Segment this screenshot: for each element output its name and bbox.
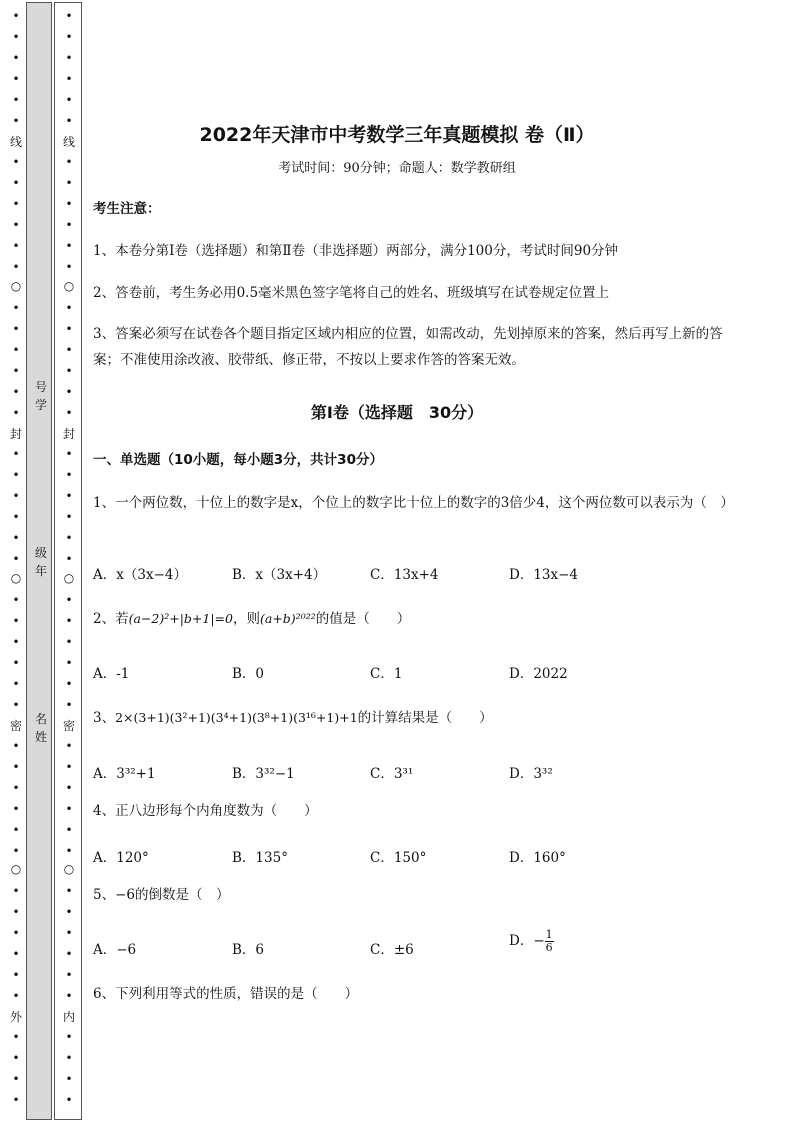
field-grade: 级年 [34,546,47,578]
q4-option-c: C．150° [370,850,427,866]
outer-mark-secret: 密 [9,719,22,733]
outer-mark-seal: 封 [9,427,22,441]
inner-mark-inside: 内 [62,1010,75,1024]
q3-option-a: A．3³²+1 [93,766,156,782]
inner-mark-line: 线 [62,135,75,149]
q2-option-d: D．2022 [509,666,568,682]
inner-mark-circle: ○ [63,279,75,293]
inner-mark-circle: ○ [63,571,75,585]
outer-mark-circle: ○ [10,862,22,876]
field-student-number: 号学 [34,380,47,412]
q5-option-c: C．±6 [370,942,414,958]
q4-option-a: A．120° [93,850,149,866]
inner-mark-circle: ○ [63,862,75,876]
q3-math: 2×(3+1)(3²+1)(3⁴+1)(3⁸+1)(3¹⁶+1)+1 [115,710,358,725]
question-2-stem: 2、若(a−2)²+|b+1|=0，则(a+b)²⁰²²的值是（ ） [93,611,411,627]
q3-option-d: D．3³² [509,766,553,782]
q2-math: (a−2)²+|b+1|=0 [128,611,233,626]
page-title: 2022年天津市中考数学三年真题模拟 卷（Ⅱ） [199,124,595,146]
q4-option-d: D．160° [509,850,566,866]
fraction: $\frac{1}{6}$ [545,928,553,954]
q1-option-c: C．13x+4 [370,567,439,583]
q1-option-d: D．13x−4 [509,567,579,583]
q2-option-a: A．-1 [93,666,130,682]
q4-option-b: B．135° [232,850,288,866]
notice-item: 2、答卷前，考生务必用0.5毫米黑色签字笔将自己的姓名、班级填写在试卷规定位置上 [93,285,610,301]
q1-option-b: B．x（3x+4） [232,567,327,583]
notice-item: 1、本卷分第I卷（选择题）和第Ⅱ卷（非选择题）两部分，满分100分，考试时间90分钟 [93,243,619,259]
outer-mark-circle: ○ [10,279,22,293]
q5-option-b: B．6 [232,942,265,958]
outer-mark-circle: ○ [10,571,22,585]
section-title: 第I卷（选择题 30分） [310,403,484,422]
question-4-stem: 4、正八边形每个内角度数为（ ） [93,803,318,819]
notice-heading: 考生注意： [93,201,161,217]
q3-option-b: B．3³²−1 [232,766,295,782]
question-5-stem: 5、−6的倒数是（ ） [93,887,230,903]
outer-mark-line: 线 [9,135,22,149]
question-3-stem: 3、2×(3+1)(3²+1)(3⁴+1)(3⁸+1)(3¹⁶+1)+1的计算结果是（ ） [93,710,493,726]
q2-option-b: B．0 [232,666,265,682]
q2-math2: (a+b)²⁰²² [260,611,316,626]
q5-option-a: A．−6 [93,942,137,958]
question-1-stem: 1、一个两位数，十位上的数字是x，个位上的数字比十位上的数字的3倍少4，这个两位数可以表示为（ ） [93,495,734,511]
inner-mark-secret: 密 [62,719,75,733]
question-6-stem: 6、下列利用等式的性质，错误的是（ ） [93,986,359,1002]
field-name: 名姓 [34,712,47,744]
part-heading: 一、单选题（10小题，每小题3分，共计30分） [93,452,383,468]
q2-option-c: C．1 [370,666,403,682]
q1-option-a: A．x（3x−4） [93,567,187,583]
outer-mark-outside: 外 [9,1010,22,1024]
exam-info: 考试时间：90分钟；命题人：数学教研组 [278,161,516,176]
notice-item: 3、答案必须写在试卷各个题目指定区域内相应的位置，如需改动，先划掉原来的答案，然后再写上新的答案；不准使用涂改液、胶带纸、修正带，不按以上要求作答的答案无效。 [93,326,723,368]
q3-option-c: C．3³¹ [370,766,414,782]
q5-option-d: D．− $\frac{1}{6}$ [509,928,553,954]
inner-mark-seal: 封 [62,427,75,441]
